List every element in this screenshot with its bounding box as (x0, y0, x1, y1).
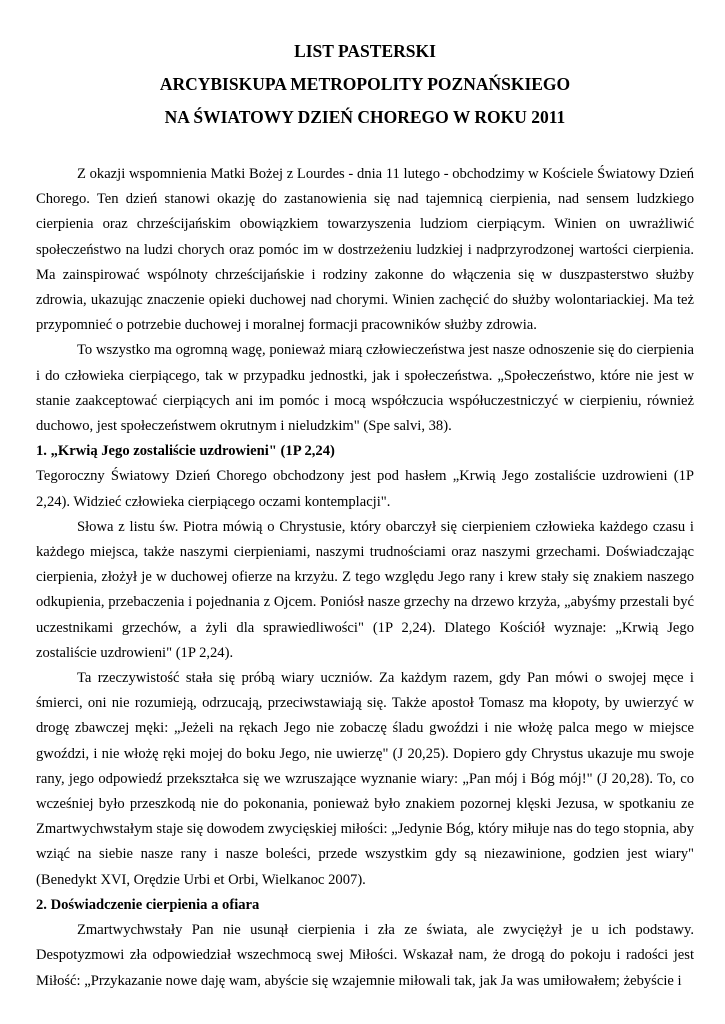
paragraph-intro: Z okazji wspomnienia Matki Bożej z Lourdes - dnia 11 lutego - obchodzimy w Kościele Światowy Dzień Chorego. Ten dzień stanowi okazję do zastanowienia się nad tajemnicą cierpienia, nad sensem ludzkiego cierpienia oraz chrześcijańskim obowiązkiem towarzyszenia ludziom cierpiącym. Winien on uwrażliwić społeczeństwo na ludzi chorych oraz pomóc im w dostrzeżeniu ludzkiej i nadprzyrodzonej wartości cierpienia. Ma zainspirować wspólnoty chrześcijańskie i rodziny zakonne do włączenia się w duszpasterstwo służby zdrowia, ukazując znaczenie opieki duchowej nad chorymi. Winien zachęcić do służby wolontariackiej. Ma też przypomnieć o potrzebie duchowej i moralnej formacji pracowników służby zdrowia. (36, 166, 694, 334)
section-heading-2: 2. Doświadczenie cierpienia a ofiara (36, 896, 260, 913)
title-line-1: LIST PASTERSKI (294, 41, 436, 61)
title-line-2: ARCYBISKUPA METROPOLITY POZNAŃSKIEGO (159, 74, 571, 94)
paragraph-risen-lord: Zmartwychwstały Pan nie usunął cierpienia i zła ze świata, ale zwyciężył je u ich podstawy. Despotyzmowi zła odpowiedział wszechmocą swej Miłości. Wskazał nam, że drogą do pokoju i radości jest Miłość: „Przykazanie nowe daję wam, abyście się wzajemnie miłowali tak, jak Ja was umiłowałem; żebyście i (36, 922, 694, 989)
section-heading-1: 1. „Krwią Jego zostaliście uzdrowieni" (1P 2,24) (36, 443, 335, 460)
paragraph-motto: Tegoroczny Światowy Dzień Chorego obchodzony jest pod hasłem „Krwią Jego zostaliście uzdrowieni (1P 2,24). Widzieć człowieka cierpiącego oczami kontemplacji". (36, 468, 694, 510)
paragraph-peter: Słowa z listu św. Piotra mówią o Chrystusie, który obarczył się cierpieniem człowieka każdego czasu i każdego miejsca, także naszymi cierpieniami, naszymi trudnościami oraz naszymi grzechami. Doświadczając cierpienia, złożył je w duchowej ofierze na krzyżu. Z tego względu Jego rany i krew stały się znakiem naszego odkupienia, przebaczenia i pojednania z Ojcem. Poniósł nasze grzechy na drzewo krzyża, „abyśmy przestali być uczestnikami grzechów, a żyli dla sprawiedliwości" (1P 2,24). Dlatego Kościół wyznaje: „Krwią Jego zostaliście uzdrowieni" (1P 2,24). (36, 518, 694, 661)
document-title (36, 35, 694, 134)
paragraph-humanity: To wszystko ma ogromną wagę, ponieważ miarą człowieczeństwa jest nasze odnoszenie się do cierpienia i do człowieka cierpiącego, tak w przypadku jednostki, jak i społeczeństwa. „Społeczeństwo, które nie jest w stanie zaakceptować cierpiących ani im pomóc i mocą współczucia współuczestniczyć w cierpieniu, również duchowo, jest społeczeństwem okrutnym i nieludzkim" (Spe salvi, 38). (36, 342, 694, 435)
title-line-3: NA ŚWIATOWY DZIEŃ CHOREGO W ROKU 2011 (164, 107, 566, 127)
document-page (36, 35, 694, 994)
paragraph-faith-test: Ta rzeczywistość stała się próbą wiary uczniów. Za każdym razem, gdy Pan mówi o swojej męce i śmierci, oni nie rozumieją, odrzucają, przeciwstawiają się. Także apostoł Tomasz ma kłopoty, by uwierzyć w drogę zbawczej męki: „Jeżeli na rękach Jego nie zobaczę śladu gwoździ i nie włożę palca mego w miejsce gwoździ, i nie włożę ręki mojej do boku Jego, nie uwierzę" (J 20,25). Dopiero gdy Chrystus ukazuje mu swoje rany, jego odpowiedź przekształca się we wzruszające wyznanie wiary: „Pan mój i Bóg mój!" (J 20,28). To, co wcześniej było przeszkodą nie do pokonania, ponieważ było znakiem pozornej klęski Jezusa, w spotkaniu ze Zmartwychwstałym staje się dowodem zwycięskiej miłości: „Jedynie Bóg, który miłuje nas do tego stopnia, aby wziąć na siebie nasze rany i nasze boleści, przede wszystkim gdy są niezawinione, godzien jest wiary" (Benedykt XVI, Orędzie Urbi et Orbi, Wielkanoc 2007). (36, 670, 694, 888)
